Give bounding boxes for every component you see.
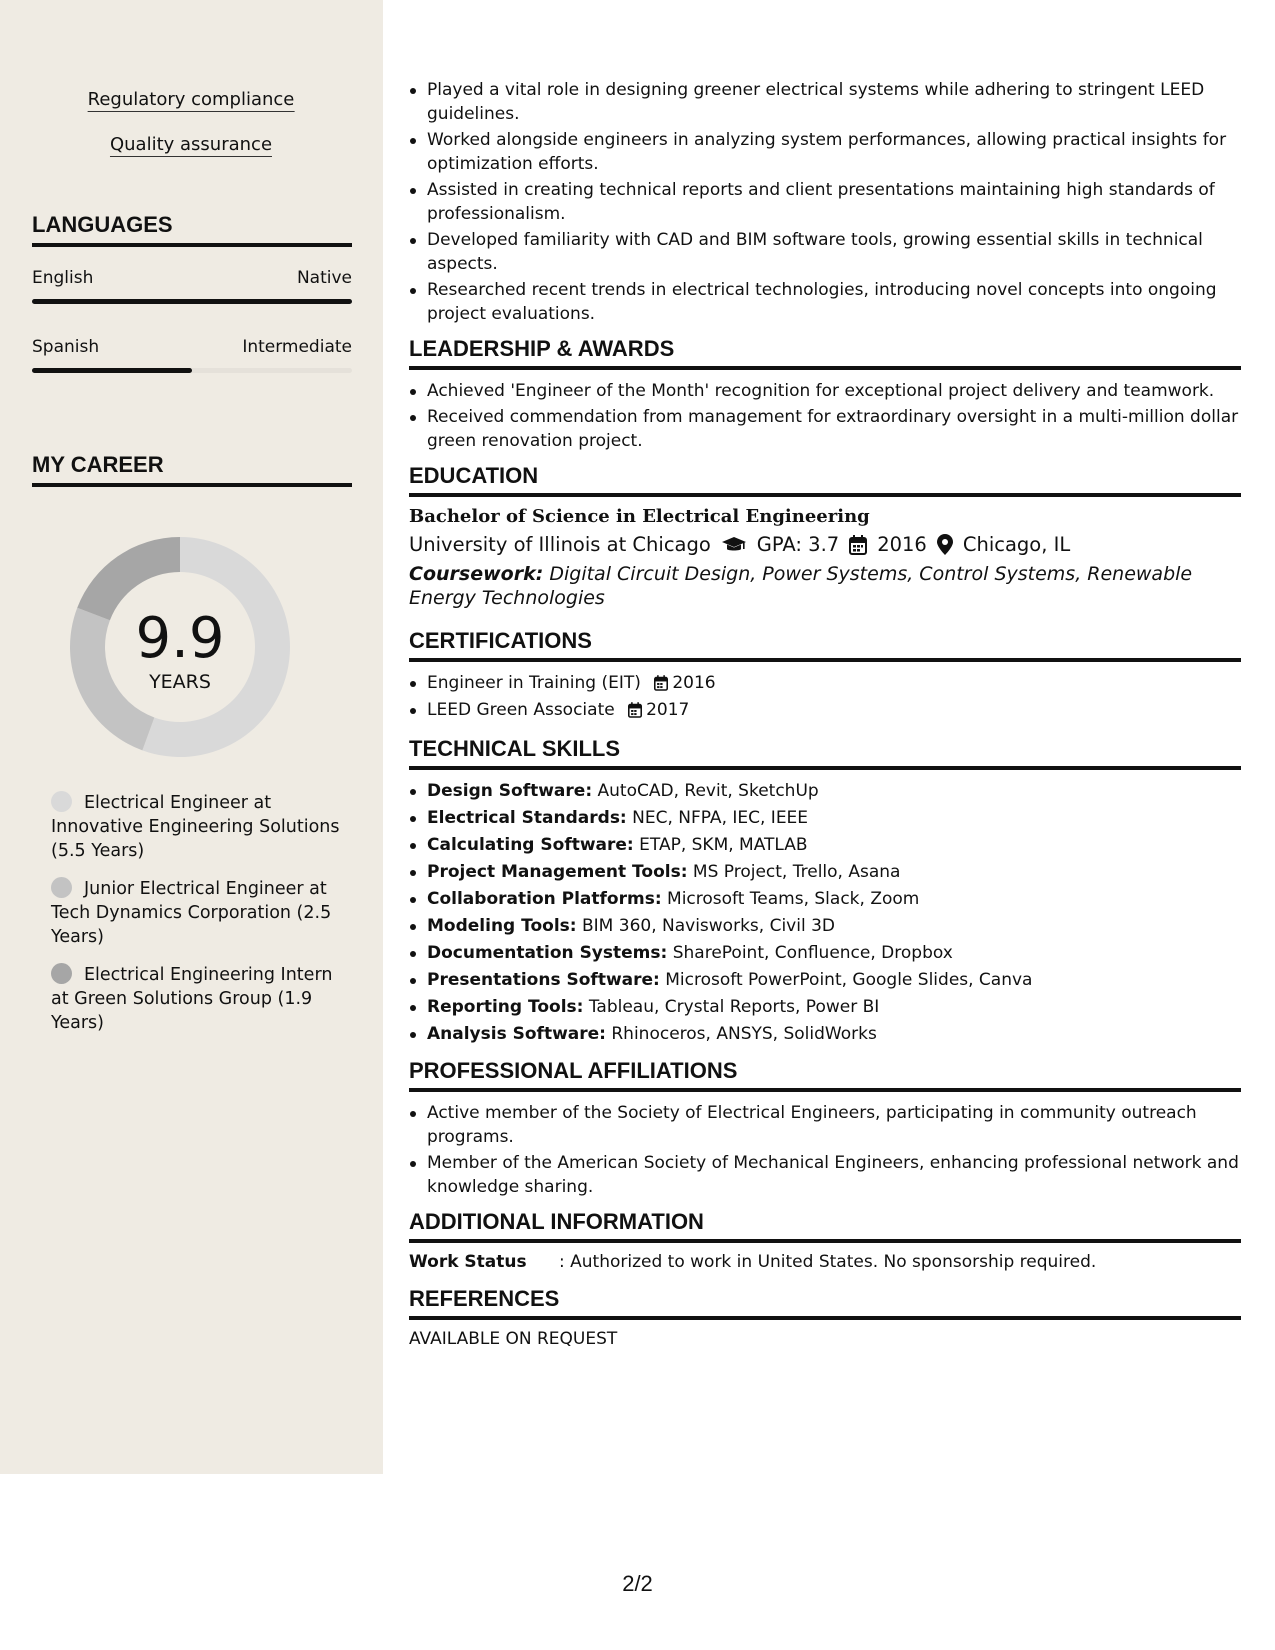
- references-section: [409, 1286, 1241, 1349]
- list-item: Achieved 'Engineer of the Month' recognition for exceptional project delivery and teamwork.: [409, 379, 1241, 403]
- skill-values: Microsoft Teams, Slack, Zoom: [667, 889, 920, 909]
- skill-list-item: [409, 806, 1241, 831]
- graduation-year: 2016: [877, 533, 927, 556]
- education-section: [409, 463, 1241, 610]
- section-title: TECHNICAL SKILLS: [409, 736, 1241, 770]
- coursework-label: Coursework:: [409, 563, 544, 585]
- section-title: LEADERSHIP & AWARDS: [409, 336, 1241, 370]
- skill-list-item: [409, 968, 1241, 993]
- language-name: Spanish: [32, 337, 100, 357]
- list-item: Developed familiarity with CAD and BIM software tools, growing essential skills in technical aspects.: [409, 228, 1241, 276]
- skill-values: SharePoint, Confluence, Dropbox: [672, 943, 953, 963]
- section-title: EDUCATION: [409, 463, 1241, 497]
- language-level: Intermediate: [242, 337, 352, 357]
- calendar-icon: [849, 535, 867, 555]
- skill-values: NEC, NFPA, IEC, IEEE: [632, 808, 809, 828]
- career-donut-chart: [60, 527, 300, 767]
- certification-year: 2016: [672, 673, 716, 693]
- language-level: Native: [296, 268, 352, 288]
- list-item: [409, 671, 1241, 696]
- skill-category: Documentation Systems:: [427, 943, 668, 963]
- skill-list-item: [409, 833, 1241, 858]
- legend-dot: [51, 791, 72, 812]
- skill-list-item: [409, 1022, 1241, 1047]
- legend-label: Electrical Engineer at Innovative Engineering Solutions (5.5 Years): [51, 793, 340, 861]
- school: University of Illinois at Chicago: [409, 533, 711, 556]
- skill-category: Collaboration Platforms:: [427, 889, 662, 909]
- language-bar-fill: [32, 368, 192, 373]
- certification-name: LEED Green Associate: [427, 700, 615, 720]
- skill-item: Regulatory compliance: [87, 89, 295, 110]
- skill-list-item: [409, 860, 1241, 885]
- graduation-cap-icon: [721, 536, 747, 554]
- skill-values: AutoCAD, Revit, SketchUp: [597, 781, 819, 801]
- language-name: English: [32, 268, 94, 288]
- skill-category: Electrical Standards:: [427, 808, 627, 828]
- section-title: CERTIFICATIONS: [409, 628, 1241, 662]
- education-details: [409, 533, 1241, 556]
- language-bar-fill: [32, 299, 352, 304]
- location-pin-icon: [937, 534, 953, 555]
- legend-dot: [51, 877, 72, 898]
- references-text: AVAILABLE ON REQUEST: [409, 1329, 618, 1349]
- skill-category: Modeling Tools:: [427, 916, 577, 936]
- list-item: Played a vital role in designing greener electrical systems while adhering to stringent LEED guidelines.: [409, 78, 1241, 126]
- certifications-section: [409, 628, 1241, 723]
- calendar-icon: [654, 675, 668, 691]
- skill-values: BIM 360, Navisworks, Civil 3D: [582, 916, 835, 936]
- legend-label: Junior Electrical Engineer at Tech Dynamics Corporation (2.5 Years): [51, 879, 332, 947]
- technical-skills-section: [409, 736, 1241, 1047]
- coursework: [409, 562, 1241, 610]
- location: Chicago, IL: [962, 533, 1071, 556]
- languages-heading: LANGUAGES: [32, 212, 352, 247]
- work-status-key: Work Status: [409, 1252, 527, 1272]
- skill-list-item: [409, 914, 1241, 939]
- skill-values: Microsoft PowerPoint, Google Slides, Canva: [665, 970, 1033, 990]
- career-heading: MY CAREER: [32, 452, 352, 487]
- language-bar: [32, 368, 352, 373]
- skill-list-item: [409, 887, 1241, 912]
- skill-category: Calculating Software:: [427, 835, 634, 855]
- legend-label: Electrical Engineering Intern at Green Solutions Group (1.9 Years): [51, 965, 333, 1033]
- page-number: 2/2: [622, 1571, 653, 1596]
- coursework-text: Digital Circuit Design, Power Systems, Control Systems, Renewable Energy Technologies: [409, 563, 1193, 609]
- gpa: GPA: 3.7: [756, 533, 840, 556]
- skill-category: Design Software:: [427, 781, 593, 801]
- skill-values: MS Project, Trello, Asana: [692, 862, 901, 882]
- language-row: [32, 337, 352, 357]
- sidebar: [0, 0, 383, 1474]
- additional-info-section: [409, 1209, 1241, 1272]
- main-content: [409, 78, 1241, 1349]
- affiliations-section: [409, 1058, 1241, 1199]
- work-status-value: : Authorized to work in United States. No sponsorship required.: [559, 1252, 1097, 1272]
- experience-bullets: [409, 78, 1241, 326]
- career-legend-item: [51, 877, 341, 949]
- language-bar: [32, 299, 352, 304]
- certification-year: 2017: [646, 700, 690, 720]
- career-legend-item: [51, 963, 341, 1035]
- career-legend-item: [51, 791, 341, 863]
- certification-name: Engineer in Training (EIT): [427, 673, 641, 693]
- skill-list-item: [409, 941, 1241, 966]
- section-title: REFERENCES: [409, 1286, 1241, 1320]
- list-item: Active member of the Society of Electrical Engineers, participating in community outreach programs.: [409, 1101, 1241, 1149]
- career-total: 9.9: [135, 606, 225, 671]
- career-unit: YEARS: [149, 671, 211, 693]
- skill-category: Presentations Software:: [427, 970, 660, 990]
- list-item: Received commendation from management for extraordinary oversight in a multi-million dollar green renovation project.: [409, 405, 1241, 453]
- section-title: ADDITIONAL INFORMATION: [409, 1209, 1241, 1243]
- list-item: Researched recent trends in electrical technologies, introducing novel concepts into ongoing project evaluations.: [409, 278, 1241, 326]
- list-item: Worked alongside engineers in analyzing system performances, allowing practical insights for optimization efforts.: [409, 128, 1241, 176]
- skill-values: ETAP, SKM, MATLAB: [639, 835, 808, 855]
- language-row: [32, 268, 352, 288]
- skill-list-item: [409, 995, 1241, 1020]
- skill-list-item: [409, 779, 1241, 804]
- work-status-row: [409, 1252, 1241, 1272]
- skill-category: Reporting Tools:: [427, 997, 584, 1017]
- leadership-section: [409, 336, 1241, 453]
- skill-values: Rhinoceros, ANSYS, SolidWorks: [611, 1024, 877, 1044]
- degree: Bachelor of Science in Electrical Engineering: [409, 506, 870, 527]
- skill-category: Analysis Software:: [427, 1024, 606, 1044]
- skill-values: Tableau, Crystal Reports, Power BI: [588, 997, 880, 1017]
- list-item: Assisted in creating technical reports and client presentations maintaining high standards of professionalism.: [409, 178, 1241, 226]
- list-item: Member of the American Society of Mechanical Engineers, enhancing professional network and knowledge sharing.: [409, 1151, 1241, 1199]
- list-item: [409, 698, 1241, 723]
- skill-category: Project Management Tools:: [427, 862, 688, 882]
- legend-dot: [51, 963, 72, 984]
- skill-item: Quality assurance: [109, 134, 273, 155]
- calendar-icon: [628, 702, 642, 718]
- section-title: PROFESSIONAL AFFILIATIONS: [409, 1058, 1241, 1092]
